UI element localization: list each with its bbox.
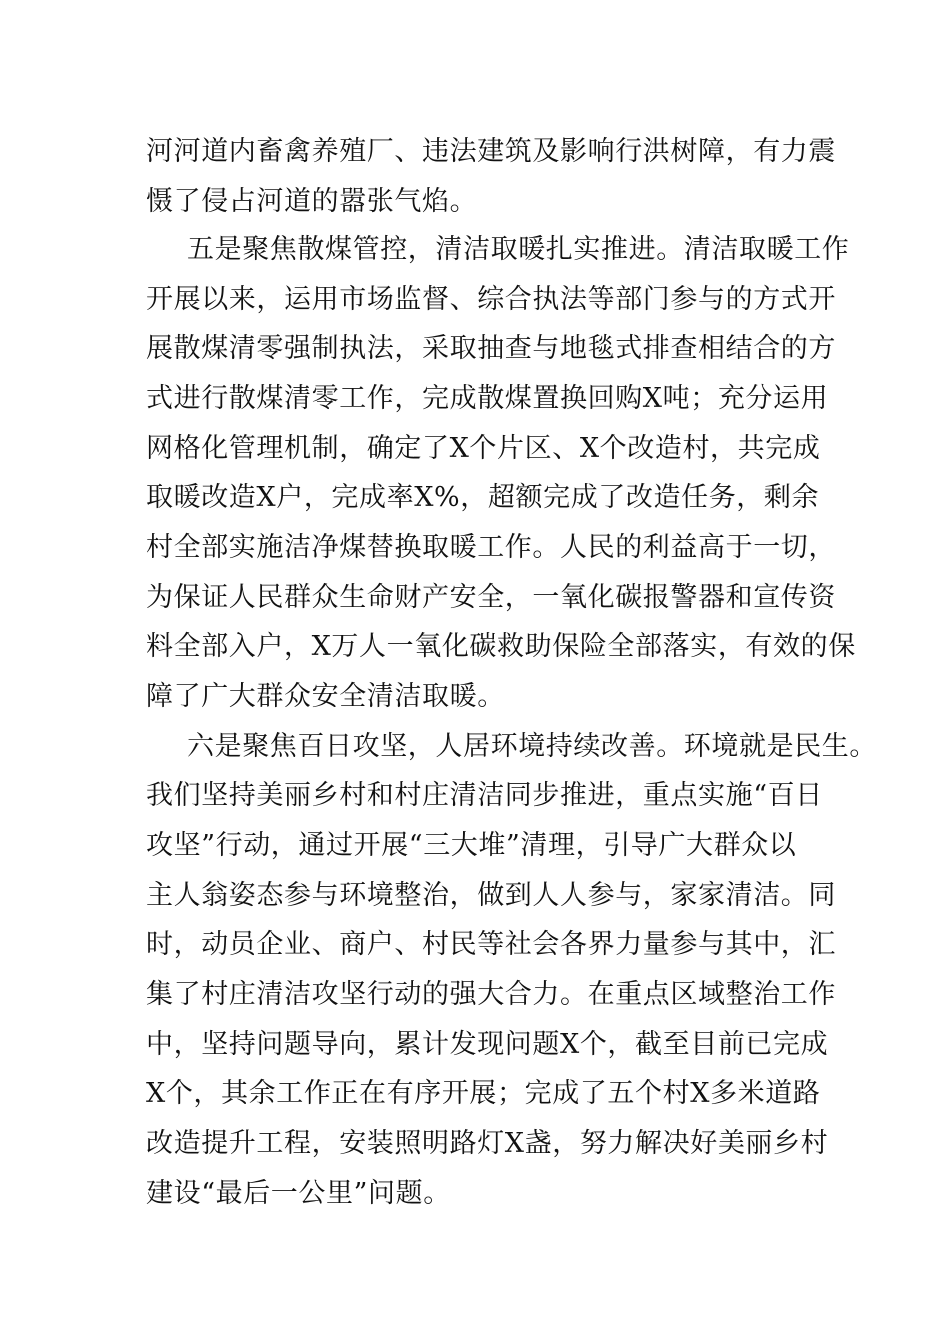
text-line: 为保证人民群众生命财产安全，一氧化碳报警器和宣传资 bbox=[146, 582, 836, 613]
text-line: 主人翁姿态参与环境整治，做到人人参与，家家清洁。同 bbox=[146, 880, 836, 911]
text-line: 料全部入户，X万人一氧化碳救助保险全部落实，有效的保 bbox=[146, 631, 856, 662]
text-line: 集了村庄清洁攻坚行动的强大合力。在重点区域整治工作 bbox=[146, 979, 836, 1010]
text-line: 网格化管理机制，确定了X个片区、X个改造村，共完成 bbox=[146, 433, 821, 464]
text-line: 取暖改造X户，完成率X%，超额完成了改造任务，剩余 bbox=[146, 482, 820, 513]
text-line: 我们坚持美丽乡村和村庄清洁同步推进，重点实施“百日 bbox=[146, 780, 823, 811]
text-line: 慑了侵占河道的嚣张气焰。 bbox=[146, 186, 478, 217]
paragraph-start-line: 五是聚焦散煤管控，清洁取暖扎实推进。清洁取暖工作 bbox=[187, 234, 850, 265]
paragraph-start-line: 六是聚焦百日攻坚，人居环境持续改善。环境就是民生。 bbox=[187, 731, 877, 762]
text-line: X个，其余工作正在有序开展；完成了五个村X多米道路 bbox=[146, 1078, 821, 1109]
text-line: 时，动员企业、商户、村民等社会各界力量参与其中，汇 bbox=[146, 929, 836, 960]
text-line: 改造提升工程，安装照明路灯X盏，努力解决好美丽乡村 bbox=[146, 1128, 829, 1159]
text-line: 河河道内畜禽养殖厂、违法建筑及影响行洪树障，有力震 bbox=[146, 136, 836, 167]
text-line: 攻坚”行动，通过开展“三大堆”清理，引导广大群众以 bbox=[146, 830, 797, 861]
text-line: 村全部实施洁净煤替换取暖工作。人民的利益高于一切， bbox=[146, 532, 836, 563]
text-line: 式进行散煤清零工作，完成散煤置换回购X吨；充分运用 bbox=[146, 383, 829, 414]
text-line: 障了广大群众安全清洁取暖。 bbox=[146, 681, 505, 712]
text-line: 中，坚持问题导向，累计发现问题X个，截至目前已完成 bbox=[146, 1029, 829, 1060]
text-line: 开展以来，运用市场监督、综合执法等部门参与的方式开 bbox=[146, 284, 836, 315]
text-line: 建设“最后一公里”问题。 bbox=[146, 1178, 451, 1209]
text-line: 展散煤清零强制执法，采取抽查与地毯式排查相结合的方 bbox=[146, 333, 836, 364]
